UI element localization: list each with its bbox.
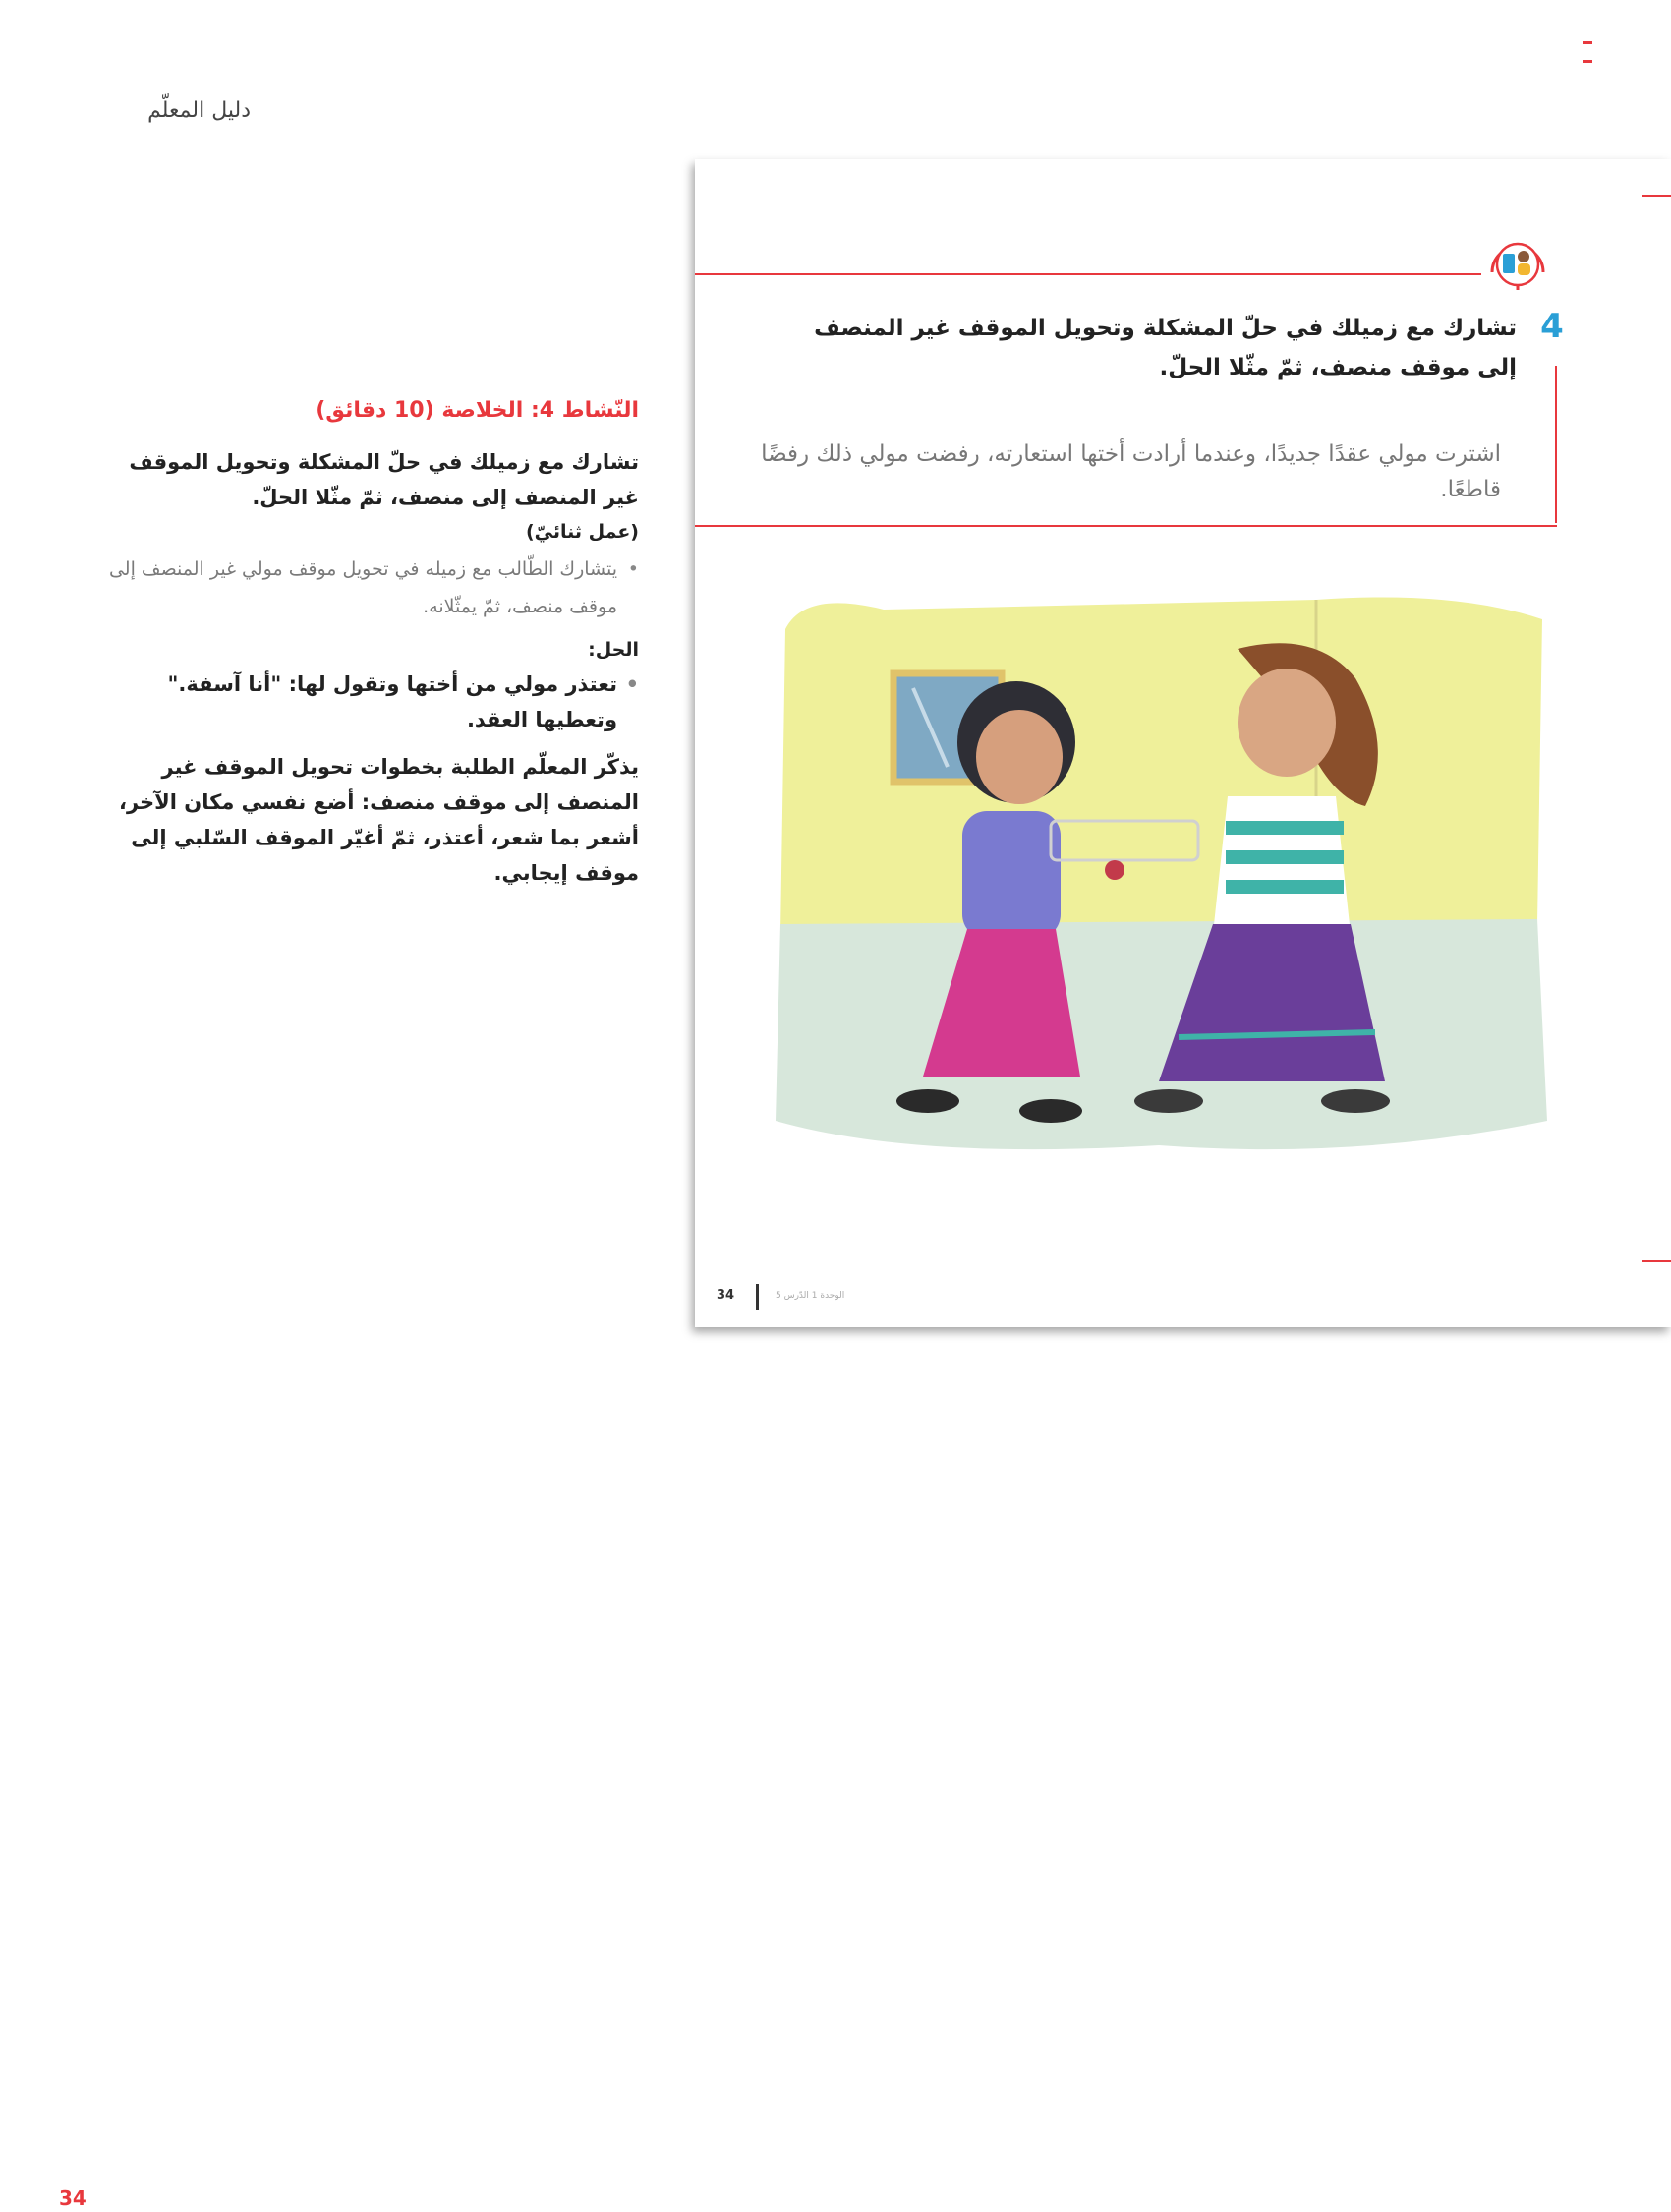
bullet-list-1 xyxy=(108,551,639,625)
corner-mark xyxy=(1583,29,1608,32)
teacher-notes xyxy=(108,398,639,891)
edge-tick-top xyxy=(1642,195,1671,197)
work-mode: (عمل ثنائيّ) xyxy=(525,521,639,543)
story-text: اشترت مولي عقدًا جديدًا، وعندما أرادت أختها استعارته، رفضت مولي ذلك رفضًا قاطعًا. xyxy=(761,441,1501,502)
task-number: 4 xyxy=(1540,307,1564,346)
footer-unit-label: الوحدة 1 الدّرس 5 xyxy=(776,1291,845,1301)
page-number: 34 xyxy=(59,2186,86,2210)
frame-top-line xyxy=(695,273,1481,275)
solution-label: الحل: xyxy=(588,639,639,661)
bullet-list-2 xyxy=(108,667,639,737)
pair-work-icon xyxy=(1486,233,1549,290)
activity-title: النّشاط 4: الخلاصة (10 دقائق) xyxy=(316,398,639,423)
notes-instruction: تشارك مع زميلك في حلّ المشكلة وتحويل الموقف غير المنصف إلى منصف، ثمّ مثّلا الحلّ. xyxy=(129,450,639,509)
student-book-page xyxy=(695,159,1671,1327)
footer-page-number: 34 xyxy=(717,1288,735,1303)
task-instruction: تشارك مع زميلك في حلّ المشكلة وتحويل الموقف غير المنصف إلى موقف منصف، ثمّ مثّلا الحلّ. xyxy=(814,316,1517,380)
book-footer xyxy=(707,1288,1002,1310)
frame-bottom-line xyxy=(695,525,1557,527)
teacher-reminder: يذكّر المعلّم الطلبة بخطوات تحويل الموقف غير المنصف إلى موقف منصف: أضع نفسي مكان الآخر، أشعر بما شعر، أعتذر، ثمّ أغيّر الموقف السّلبي إلى موقف إيجابي. xyxy=(118,755,639,885)
edge-tick-bottom xyxy=(1642,1260,1671,1262)
footer-separator xyxy=(756,1284,759,1310)
running-title: دليل المعلّم xyxy=(147,98,251,123)
two-girls-pulling-necklace-illustration xyxy=(766,570,1557,1160)
bullet-item: • يتشارك الطّالب مع زميله في تحويل موقف مولي غير المنصف إلى موقف منصف، ثمّ يمثّلانه. xyxy=(108,551,639,625)
frame-right-line xyxy=(1555,366,1557,523)
bullet-item: • تعتذر مولي من أختها وتقول لها: "أنا آسفة." وتعطيها العقد. xyxy=(108,667,639,737)
